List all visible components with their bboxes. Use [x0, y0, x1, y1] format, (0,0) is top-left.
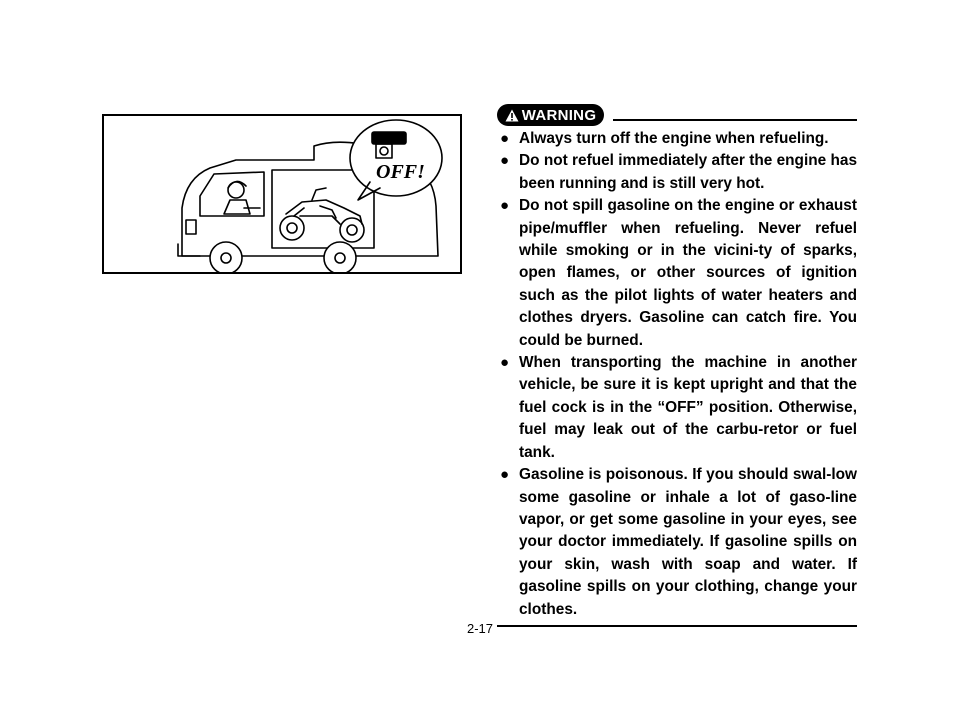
bullet-icon: ● [500, 152, 510, 170]
warning-list [497, 128, 857, 621]
warning-item-text: When transporting the machine in another vehicle, be sure it is kept upright and that the fuel cock is in the “OFF” position. Otherwise, fuel may leak out of the carbu-retor or fuel tank. [519, 354, 857, 461]
warning-item [497, 464, 857, 621]
van-drawing [104, 116, 460, 272]
bullet-icon: ● [500, 197, 510, 215]
warning-badge [497, 104, 604, 126]
bullet-icon: ● [500, 354, 510, 372]
warning-triangle-icon [505, 109, 519, 122]
bullet-icon: ● [500, 466, 510, 484]
warning-header [497, 104, 857, 126]
warning-item [497, 352, 857, 464]
van-atv-illustration [102, 114, 462, 274]
warning-item-text: Always turn off the engine when refueling. [519, 130, 829, 147]
bullet-icon: ● [500, 130, 510, 147]
page-number: 2-17 [466, 621, 494, 636]
warning-item [497, 195, 857, 352]
warning-top-rule [613, 119, 857, 121]
warning-label: WARNING [521, 106, 597, 124]
callout-off-text: OFF! [376, 161, 425, 183]
warning-section [497, 104, 857, 627]
warning-item-text: Gasoline is poisonous. If you should swal-low some gasoline or inhale a lot of gaso-line vapor, or get some gasoline in your eyes, see your doctor immediately. If gasoline spills on your skin, wash with soap and water. If gasoline spills on your clothing, change your clothes. [519, 466, 857, 618]
warning-item-text: Do not refuel immediately after the engine has been running and is still very hot. [519, 152, 857, 192]
warning-item [497, 150, 857, 195]
warning-item [497, 128, 857, 150]
warning-item-text: Do not spill gasoline on the engine or exhaust pipe/muffler when refueling. Never refuel while smoking or in the vicini-ty of sparks, open flames, or other sources of ignition such as the pilot lights of water heaters and clothes dryers. Gasoline can catch fire. You could be burned. [519, 197, 857, 349]
